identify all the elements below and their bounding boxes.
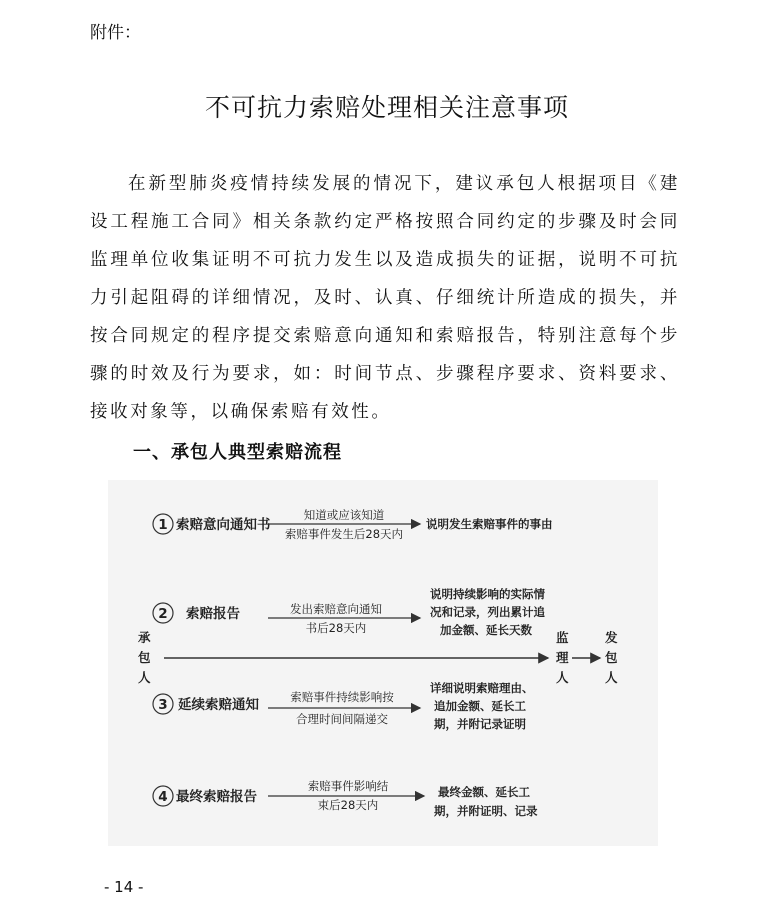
flowchart-canvas [108, 480, 658, 846]
step-result-line: 期，并附记录证明 [434, 717, 526, 731]
page-number: - 14 - [104, 878, 144, 896]
step-condition-line: 书后28天内 [305, 621, 367, 635]
left-party-char: 承 [138, 630, 151, 645]
step-label: 延续索赔通知 [178, 697, 259, 713]
step-condition-line: 发出索赔意向通知 [290, 602, 382, 616]
step-result-line: 期，并附证明、记录 [434, 804, 538, 818]
step-result-line: 详细说明索赔理由、 [430, 681, 534, 695]
step-number: 1 [158, 517, 168, 533]
right-party-char: 发 [605, 630, 618, 645]
intro-paragraph: 在新型肺炎疫情持续发展的情况下，建议承包人根据项目《建设工程施工合同》相关条款约定严格按照合同约定的步骤及时会同监理单位收集证明不可抗力发生以及造成损失的证据，说明不可抗力引起阻碍的详细情况，及时、认真、仔细统计所造成的损失，并按合同规定的程序提交索赔意向通知和索赔报告，特别注意每个步骤的时效及行为要求，如：时间节点、步骤程序要求、资料要求、接收对象等，以确保索赔有效性。 [90, 174, 680, 422]
right-party-char: 人 [605, 670, 618, 685]
middle-party-char: 人 [556, 670, 569, 685]
step-result-line: 加金额、延长天数 [440, 623, 532, 637]
step-condition-line: 索赔事件影响结 [307, 779, 389, 793]
step-result-line: 最终金额、延长工 [438, 785, 530, 799]
step-number: 3 [158, 697, 168, 713]
step-label: 最终索赔报告 [176, 789, 257, 805]
step-result-line: 况和记录，列出累计追 [430, 605, 545, 619]
section-heading: 一、承包人典型索赔流程 [133, 442, 342, 463]
step-condition-line: 合理时间间隔递交 [296, 712, 388, 726]
middle-party-char: 理 [556, 650, 569, 665]
middle-party-char: 监 [556, 630, 569, 645]
step-condition-line: 束后28天内 [317, 798, 379, 812]
step-number: 2 [158, 606, 168, 622]
left-party-char: 包 [138, 650, 151, 665]
step-result-line: 说明持续影响的实际情 [430, 587, 545, 601]
claim-flowchart [108, 480, 658, 846]
page-title: 不可抗力索赔处理相关注意事项 [204, 93, 569, 122]
step-condition-line: 索赔事件持续影响按 [290, 690, 394, 704]
step-condition-line: 知道或应该知道 [303, 508, 385, 522]
step-label: 索赔报告 [186, 606, 240, 622]
step-number: 4 [158, 789, 168, 805]
step-label: 索赔意向通知书 [176, 517, 271, 533]
right-party-char: 包 [605, 650, 618, 665]
step-result-line: 说明发生索赔事件的事由 [426, 517, 553, 531]
step-condition-line: 索赔事件发生后28天内 [284, 527, 404, 541]
attachment-label: 附件： [90, 23, 141, 43]
step-result-line: 追加金额、延长工 [434, 699, 526, 713]
left-party-char: 人 [138, 670, 151, 685]
